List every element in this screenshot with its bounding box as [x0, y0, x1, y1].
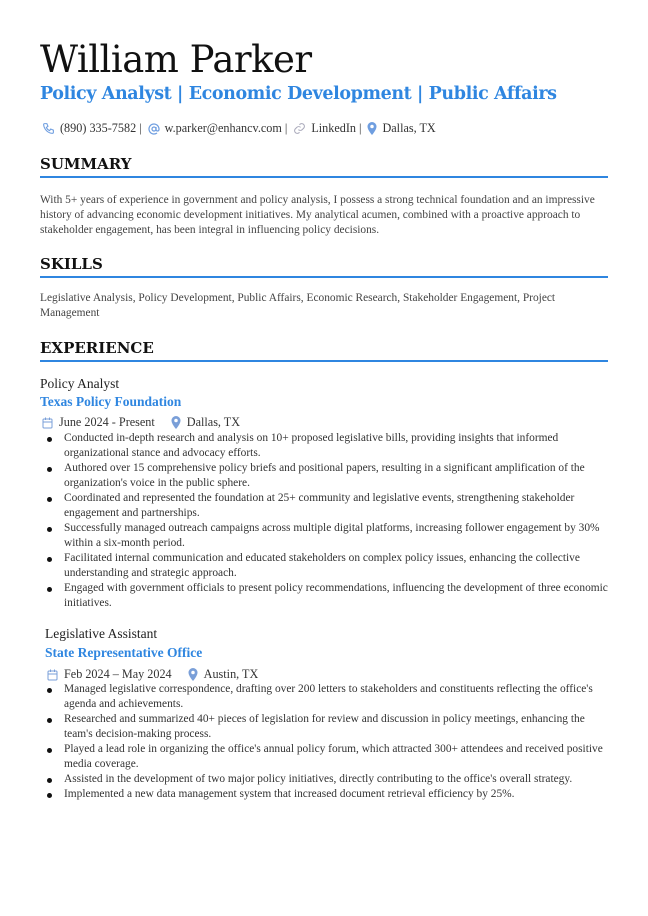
bullet-item: Successfully managed outreach campaigns across multiple digital platforms, increasing follower engagement by 30% within a six-month period.: [40, 521, 608, 551]
summary-heading: SUMMARY: [40, 155, 608, 178]
job-title: Legislative Assistant: [45, 626, 158, 641]
bullet-item: Engaged with government officials to present policy recommendations, influencing the development of three economic initiatives.: [40, 581, 608, 611]
separator: |: [359, 121, 362, 135]
bullet-item: Managed legislative correspondence, drafting over 200 letters to stakeholders and constituents reflecting the office's agenda and achievements.: [40, 682, 608, 712]
bullet-item: Facilitated internal communication and educated stakeholders on complex policy issues, enhancing the collective understanding and strategic approach.: [40, 551, 608, 581]
bullet-item: Coordinated and represented the foundation at 25+ community and legislative events, strengthening stakeholder engagement and partnerships.: [40, 491, 608, 521]
bullet-item: Played a lead role in organizing the office's annual policy forum, which attracted 300+ attendees and received positive media coverage.: [40, 742, 608, 772]
contact-bar: [42, 121, 436, 136]
company-name: Texas Policy Foundation: [40, 394, 182, 409]
job-bullets: [40, 682, 608, 802]
skills-heading: SKILLS: [40, 255, 608, 278]
job-title: Policy Analyst: [40, 376, 120, 391]
job-dates: June 2024 - Present: [59, 415, 155, 429]
separator: |: [284, 121, 288, 135]
bullet-item: Authored over 15 comprehensive policy briefs and positional papers, resulting in a significant amplification of the organization's voice in the public sphere.: [40, 461, 608, 491]
bullet-item: Researched and summarized 40+ pieces of legislation for review and discussion in policy meetings, enhancing the team's decision-making process.: [40, 712, 608, 742]
job-location: Dallas, TX: [186, 415, 241, 429]
candidate-name: William Parker: [40, 38, 312, 81]
experience-heading: EXPERIENCE: [40, 339, 608, 362]
job-bullets: [40, 431, 608, 611]
job-meta: [47, 667, 258, 682]
linkedin-link[interactable]: LinkedIn: [311, 121, 357, 135]
phone-number: (890) 335-7582: [60, 121, 137, 135]
email-icon: [148, 123, 160, 135]
job-meta: [42, 415, 240, 430]
email-link[interactable]: w.parker@enhancv.com: [164, 121, 282, 135]
calendar-icon: [42, 417, 53, 429]
separator: |: [139, 121, 142, 135]
calendar-icon: [47, 669, 58, 681]
company-name: State Representative Office: [45, 645, 203, 660]
skills-text: Legislative Analysis, Policy Development, Public Affairs, Economic Research, Stakeholder Engagement, Project Management: [40, 292, 556, 319]
location-pin-icon: [188, 668, 198, 681]
bullet-item: Conducted in-depth research and analysis on 10+ proposed legislative bills, providing insights that informed organizational stance and advocacy efforts.: [40, 431, 608, 461]
bullet-item: Implemented a new data management system that increased document retrieval efficiency by 25%.: [40, 787, 608, 802]
location: Dallas, TX: [382, 121, 436, 135]
candidate-headline: Policy Analyst | Economic Development | Public Affairs: [40, 84, 557, 104]
summary-text: With 5+ years of experience in government and policy analysis, I possess a strong technical foundation and an impressive history of advancing economic development initiatives. My analytical acumen, combined with a proactive approach to stakeholder engagement, has been integral in influencing policy decisions.: [40, 194, 595, 236]
link-icon: [293, 122, 306, 135]
location-pin-icon: [171, 416, 181, 429]
location-pin-icon: [367, 122, 377, 135]
bullet-item: Assisted in the development of two major policy initiatives, directly contributing to the office's overall strategy.: [40, 772, 608, 787]
job-dates: Feb 2024 – May 2024: [64, 667, 172, 681]
phone-icon: [42, 122, 55, 135]
job-location: Austin, TX: [203, 667, 259, 681]
